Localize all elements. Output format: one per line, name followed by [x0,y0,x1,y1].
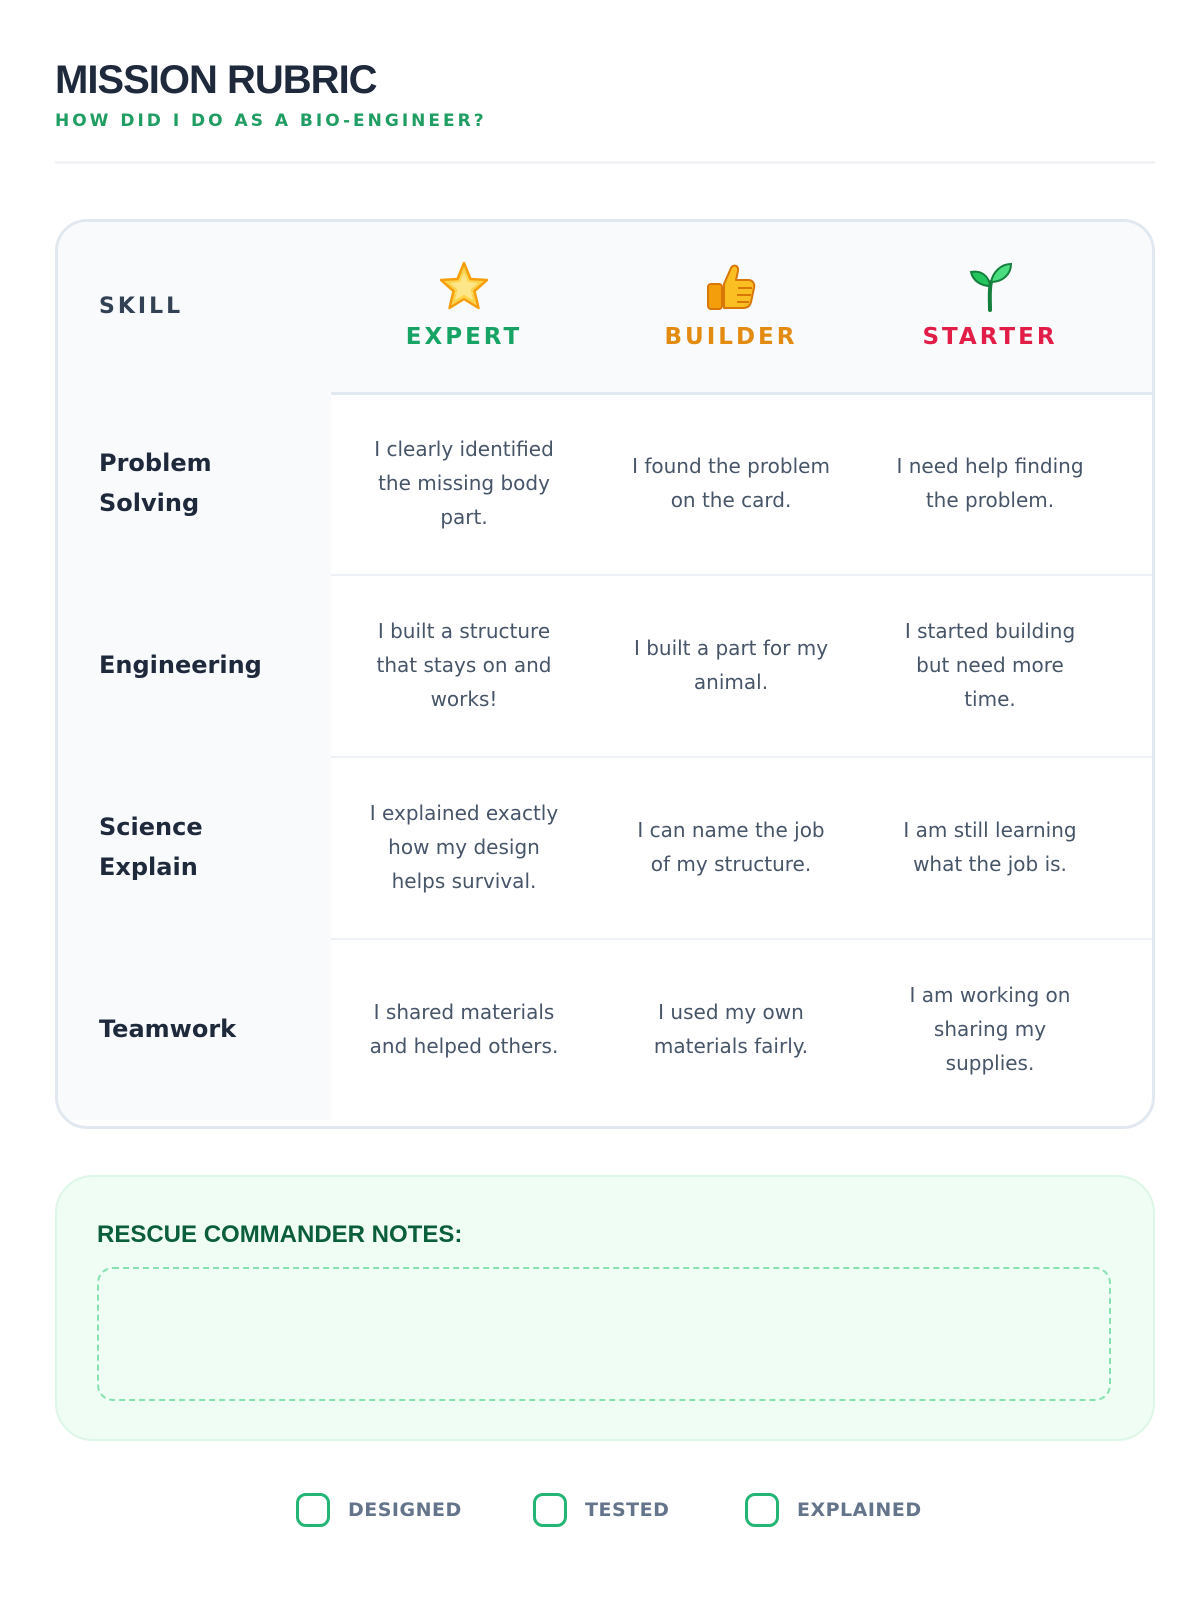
explained-checkbox[interactable] [745,1493,779,1527]
rubric-row-engineering [58,574,1152,758]
starter-description: I started building but need more time. [904,619,1076,711]
starter-column-header [870,260,1110,350]
builder-label: BUILDER [664,324,798,350]
star-icon [437,260,491,314]
expert-description: I built a structure that stays on and works! [376,619,552,711]
checklist-item-explained[interactable] [745,1490,922,1530]
skill-name: Teamwork [99,1015,237,1043]
checklist-label: DESIGNED [348,1499,462,1521]
rubric-row-teamwork [58,938,1152,1120]
rubric-header-row [58,222,1152,395]
builder-cell [611,574,851,756]
thumbs-up-icon [704,260,758,314]
skill-cell [58,574,331,756]
checklist-item-tested[interactable] [533,1490,669,1530]
builder-cell [611,756,851,938]
notes-input[interactable] [97,1267,1111,1401]
rubric-table [55,219,1155,1129]
notes-panel [55,1175,1155,1441]
starter-cell [870,938,1110,1120]
page-title: MISSION RUBRIC [55,58,377,102]
expert-column-header [344,260,584,350]
designed-checkbox[interactable] [296,1493,330,1527]
skill-column-header: SKILL [99,294,184,319]
builder-description: I used my own materials fairly. [653,1000,809,1058]
builder-cell [611,392,851,574]
skill-cell [58,756,331,938]
starter-description: I am still learning what the job is. [903,818,1077,876]
starter-description: I am working on sharing my supplies. [909,983,1071,1075]
rubric-row-science-explain [58,756,1152,940]
expert-cell [344,756,584,938]
skill-name: Engineering [99,651,262,679]
notes-title: RESCUE COMMANDER NOTES: [97,1221,463,1248]
builder-cell [611,938,851,1120]
expert-cell [344,938,584,1120]
expert-cell [344,392,584,574]
header-divider [55,161,1155,164]
rubric-page [55,0,1155,1600]
sprout-icon [963,260,1017,314]
checklist [55,1490,1155,1530]
expert-description: I clearly identified the missing body part. [374,437,554,529]
skill-cell [58,938,331,1120]
starter-cell [870,756,1110,938]
page-subtitle: HOW DID I DO AS A BIO-ENGINEER? [55,111,487,131]
starter-description: I need help finding the problem. [896,454,1084,512]
skill-name: Science Explain [99,813,203,881]
tested-checkbox[interactable] [533,1493,567,1527]
builder-description: I found the problem on the card. [632,454,830,512]
expert-cell [344,574,584,756]
checklist-item-designed[interactable] [296,1490,462,1530]
builder-description: I can name the job of my structure. [637,818,825,876]
starter-cell [870,574,1110,756]
skill-cell [58,392,331,574]
starter-cell [870,392,1110,574]
rubric-row-problem-solving [58,392,1152,576]
builder-description: I built a part for my animal. [633,636,829,694]
expert-description: I shared materials and helped others. [369,1000,559,1058]
skill-name: Problem Solving [99,449,212,517]
expert-description: I explained exactly how my design helps survival. [369,801,559,893]
builder-column-header [611,260,851,350]
expert-label: EXPERT [405,324,523,350]
starter-label: STARTER [922,324,1058,350]
checklist-label: TESTED [585,1499,670,1521]
checklist-label: EXPLAINED [797,1499,922,1521]
